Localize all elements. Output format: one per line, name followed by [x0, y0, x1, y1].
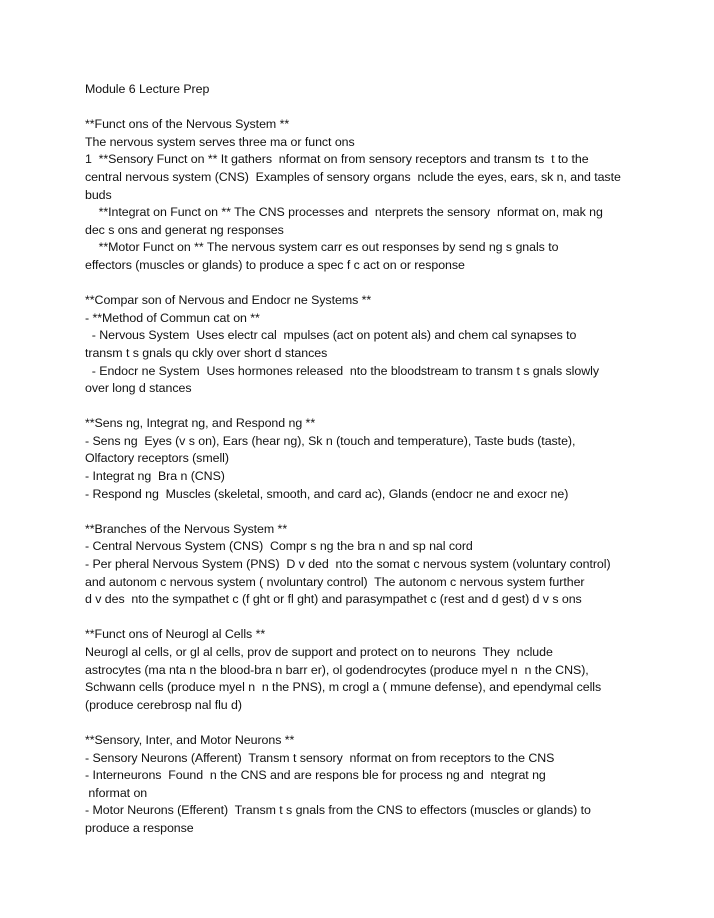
section-heading: **Sens ng, Integrat ng, and Respond ng **: [85, 416, 316, 431]
text-line: over long d stances: [85, 381, 192, 396]
text-line: d v des nto the sympathet c (f ght or fl ght) and parasympathet c (rest and d gest) d v s ons: [85, 592, 582, 607]
section-spacer: [85, 609, 645, 627]
text-line: and autonom c nervous system ( nvoluntary control) The autonom c nervous system further: [85, 574, 585, 589]
section-spacer: [85, 714, 645, 732]
text-line: effectors (muscles or glands) to produce a spec f c act on or response: [85, 257, 465, 272]
text-line: - Central Nervous System (CNS) Compr s ng the bra n and sp nal cord: [85, 539, 473, 554]
text-line: dec s ons and generat ng responses: [85, 222, 284, 237]
text-line: (produce cerebrosp nal flu d): [85, 697, 242, 712]
text-line: **Integrat on Funct on ** The CNS processes and nterprets the sensory nformat on, mak ng: [85, 205, 603, 220]
text-line: - Nervous System Uses electr cal mpulses (act on potent als) and chem cal synapses to: [85, 328, 577, 343]
section-heading: **Funct ons of Neurogl al Cells **: [85, 627, 266, 642]
sections-container: [85, 99, 645, 838]
text-line: buds: [85, 187, 112, 202]
document-body: [85, 81, 645, 838]
section-spacer: [85, 398, 645, 416]
text-line: - Endocr ne System Uses hormones released nto the bloodstream to transm t s gnals slowly: [85, 363, 599, 378]
text-line: - Integrat ng Bra n (CNS): [85, 469, 225, 484]
section-heading: **Funct ons of the Nervous System **: [85, 117, 290, 132]
text-line: Olfactory receptors (smell): [85, 451, 229, 466]
text-line: Schwann cells (produce myel n n the PNS), m crogl a ( mmune defense), and ependymal cells: [85, 680, 602, 695]
text-line: 1 **Sensory Funct on ** It gathers nformat on from sensory receptors and transm ts t to the: [85, 152, 589, 167]
text-line: central nervous system (CNS) Examples of sensory organs nclude the eyes, ears, sk n, and taste: [85, 169, 621, 184]
text-line: - Respond ng Muscles (skeletal, smooth, and card ac), Glands (endocr ne and exocr ne): [85, 486, 569, 501]
section-heading: **Sensory, Inter, and Motor Neurons **: [85, 732, 295, 747]
text-line: transm t s gnals qu ckly over short d stances: [85, 345, 328, 360]
text-line: - Per pheral Nervous System (PNS) D v ded nto the somat c nervous system (voluntary control): [85, 557, 611, 572]
text-line: nformat on: [85, 785, 148, 800]
text-line: **Motor Funct on ** The nervous system carr es out responses by send ng s gnals to: [85, 240, 559, 255]
text-line: - Sens ng Eyes (v s on), Ears (hear ng), Sk n (touch and temperature), Taste buds (taste),: [85, 433, 576, 448]
section-spacer: [85, 503, 645, 521]
section-heading: **Compar son of Nervous and Endocr ne Systems **: [85, 293, 372, 308]
text-line: - Interneurons Found n the CNS and are respons ble for process ng and ntegrat ng: [85, 768, 546, 783]
text-line: Neurogl al cells, or gl al cells, prov de support and protect on to neurons They nclude: [85, 645, 553, 659]
text-line: astrocytes (ma nta n the blood-bra n barr er), ol godendrocytes (produce myel n n the CNS),: [85, 662, 589, 677]
text-line: - **Method of Commun cat on **: [85, 310, 260, 325]
text-line: - Sensory Neurons (Afferent) Transm t sensory nformat on from receptors to the CNS: [85, 750, 555, 765]
text-line: - Motor Neurons (Efferent) Transm t s gnals from the CNS to effectors (muscles or glands) to: [85, 803, 591, 818]
text-line: produce a response: [85, 820, 194, 835]
text-line: The nervous system serves three ma or funct ons: [85, 134, 355, 149]
section-spacer: [85, 99, 645, 117]
document-title: Module 6 Lecture Prep: [85, 82, 210, 96]
section-spacer: [85, 275, 645, 293]
section-heading: **Branches of the Nervous System **: [85, 521, 288, 536]
